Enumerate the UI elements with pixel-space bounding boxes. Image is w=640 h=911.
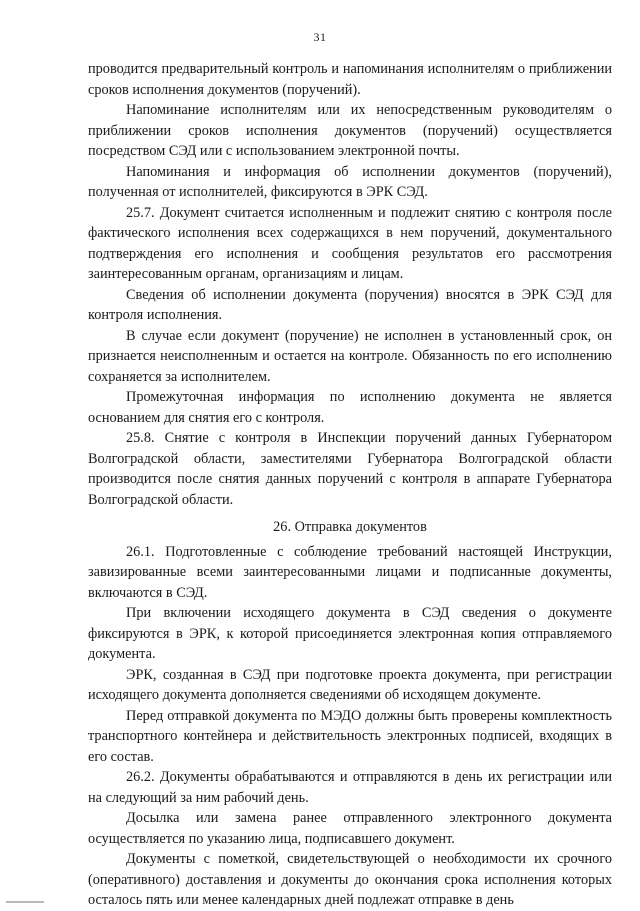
paragraph: 25.8. Снятие с контроля в Инспекции поручений данных Губернатором Волгоградской области, заместителями Губернатора Волгоградской области производится после снятия данных поручений с контроля в аппарате Губернатора Волгоградской области. <box>88 430 612 508</box>
paragraph: При включении исходящего документа в СЭД сведения о документе фиксируются в ЭРК, к которой присоединяется электронная копия отправляемого документа. <box>88 605 612 662</box>
paragraph: Сведения об исполнении документа (поручения) вносятся в ЭРК СЭД для контроля исполнения. <box>88 286 612 323</box>
paragraph: 26.2. Документы обрабатываются и отправляются в день их регистрации или на следующий за ним рабочий день. <box>88 769 612 806</box>
paragraph: Напоминания и информация об исполнении документов (поручений), полученная от исполнителей, фиксируются в ЭРК СЭД. <box>88 163 612 200</box>
paragraph: 25.7. Документ считается исполненным и подлежит снятию с контроля после фактического исполнения всех содержащихся в нем поручений, документального подтверждения его исполнения и сообщения результатов его рассмотрения заинтересованным органам, организациям и лицам. <box>88 204 612 282</box>
paragraph: 26.1. Подготовленные с соблюдение требований настоящей Инструкции, завизированные всеми заинтересованными лицами и подписанные документы, включаются в СЭД. <box>88 543 612 601</box>
paragraph: проводится предварительный контроль и напоминания исполнителям о приближении сроков исполнения документов (поручений). <box>88 61 612 98</box>
paragraph: Досылка или замена ранее отправленного электронного документа осуществляется по указанию лица, подписавшего документ. <box>88 810 612 847</box>
paragraph: Промежуточная информация по исполнению документа не является основанием для снятия его с контроля. <box>88 389 612 426</box>
document-body <box>88 59 612 911</box>
paragraph: ЭРК, созданная в СЭД при подготовке проекта документа, при регистрации исходящего документа дополняется сведениями об исходящем документе. <box>88 666 612 703</box>
section-25-continuation <box>88 59 612 510</box>
paragraph: Документы с пометкой, свидетельствующей о необходимости их срочного (оперативного) доставления и документы до окончания срока исполнения которых осталось пять или менее календарных дней подлежат отправке в день <box>88 851 612 908</box>
scan-edge-mark <box>6 901 44 903</box>
section-26-body <box>88 542 612 911</box>
paragraph: Напоминание исполнителям или их непосредственным руководителям о приближении сроков исполнения документов (поручений) осуществляется посредством СЭД или с использованием электронной почты. <box>88 102 612 159</box>
page-number: 31 <box>313 30 327 44</box>
paragraph: В случае если документ (поручение) не исполнен в установленный срок, он признается неисполненным и остается на контроле. Обязанность по его исполнению сохраняется за исполнителем. <box>88 327 612 385</box>
section-heading: 26. Отправка документов <box>273 519 427 535</box>
paragraph: Перед отправкой документа по МЭДО должны быть проверены комплектность транспортного контейнера и действительность электронных подписей, входящих в его состав. <box>88 707 612 765</box>
